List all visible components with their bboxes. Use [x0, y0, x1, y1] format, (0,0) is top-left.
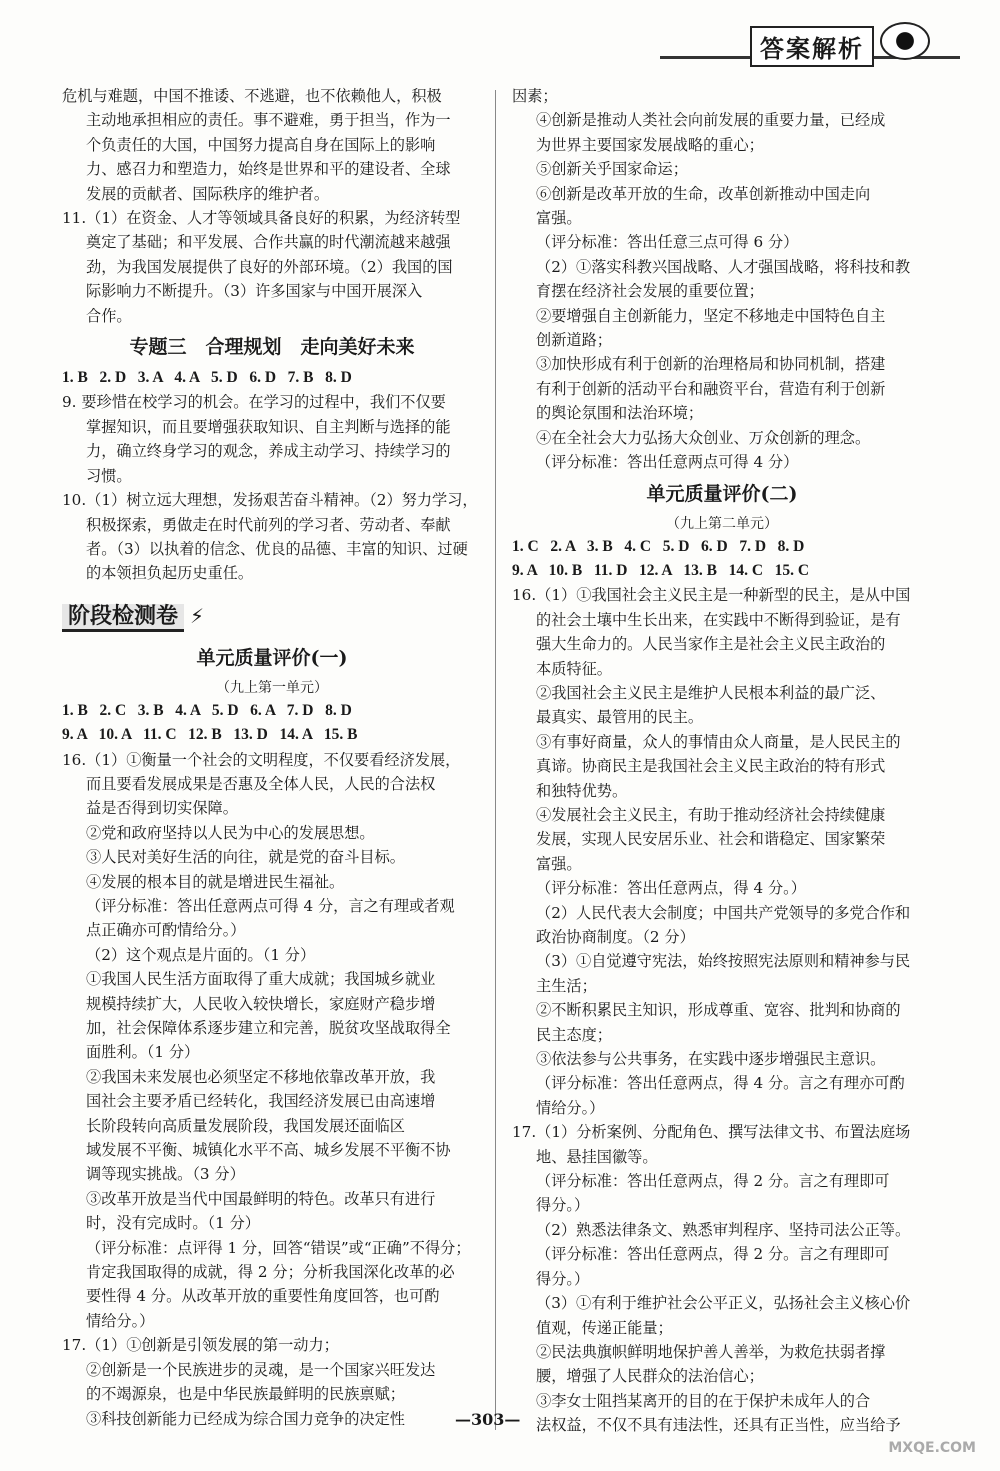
choice-answers: 9. A 10. B 11. D 12. A 13. B 14. C 15. C	[512, 561, 810, 579]
answer-line: 长阶段转向高质量发展阶段，我国发展还面临区	[86, 1116, 405, 1135]
answer-line: 主生活；	[536, 976, 597, 995]
watermark	[802, 1400, 982, 1456]
answer-line: ④创新是推动人类社会向前发展的重要力量，已经成	[536, 111, 886, 130]
answer-line: 域发展不平衡、城镇化水平不高、城乡发展不平衡不协	[86, 1141, 451, 1160]
answer-line: （评分标准：答出任意三点可得 6 分）	[536, 233, 799, 252]
answer-line: ③科技创新能力已经成为综合国力竞争的决定性	[86, 1409, 405, 1428]
answer-line: 奠定了基础；和平发展、合作共赢的时代潮流越来越强	[86, 233, 451, 252]
answer-line: 17.（1）①创新是引领发展的第一动力；	[62, 1336, 339, 1355]
answer-line: 值观，传递正能量；	[536, 1318, 673, 1337]
answer-line: 17.（1）分析案例、分配角色、撰写法律文书、布置法庭场	[512, 1123, 911, 1142]
answer-line: 国社会主要矛盾已经转化，我国经济发展已由高速增	[86, 1092, 436, 1111]
answer-line: ⑤创新关乎国家命运；	[536, 160, 688, 179]
answer-line: 的本领担负起历史重任。	[86, 564, 254, 583]
answer-line: 力，确立终身学习的观念，养成主动学习、持续学习的	[86, 442, 451, 461]
answer-line: 最真实、最管用的民主。	[536, 708, 704, 727]
answer-line: 腰，增强了人民群众的法治信心；	[536, 1367, 764, 1386]
answer-line: 调等现实挑战。（3 分）	[86, 1165, 245, 1184]
section-subtitle: （九上第一单元）	[216, 679, 328, 696]
answer-line: （评分标准：答出任意两点，得 4 分。）	[536, 879, 806, 898]
left-column	[62, 84, 482, 1431]
answer-line: ③改革开放是当代中国最鲜明的特色。改革只有进行	[86, 1189, 436, 1208]
answer-line: （评分标准：答出任意两点，得 2 分。言之有理即可	[536, 1172, 890, 1191]
answer-line: （2）人民代表大会制度；中国共产党领导的多党合作和	[536, 903, 911, 922]
answer-line: 11.（1）在资金、人才等领域具备良好的积累，为经济转型	[62, 209, 461, 228]
stage-heading	[62, 598, 482, 635]
answer-line: ②要增强自主创新能力，坚定不移地走中国特色自主	[536, 306, 886, 325]
answer-line: 政治协商制度。（2 分）	[536, 928, 695, 946]
answer-line: 育摆在经济社会发展的重要位置；	[536, 282, 764, 301]
page-number: —303—	[455, 1410, 521, 1429]
answer-line: 习惯。	[86, 466, 132, 485]
answer-line: 真谛。协商民主是我国社会主义民主政治的特有形式	[536, 757, 886, 776]
answer-line: 要性得 4 分。从改革开放的重要性角度回答，也可酌	[86, 1287, 440, 1306]
answer-line: ②我国社会主义民主是维护人民根本利益的最广泛、	[536, 683, 886, 702]
answer-line: 情给分。）	[536, 1098, 605, 1117]
answer-line: ⑥创新是改革开放的生命，改革创新推动中国走向	[536, 184, 871, 203]
answer-line: ②党和政府坚持以人民为中心的发展思想。	[86, 823, 375, 842]
choice-answers: 9. A 10. A 11. C 12. B 13. D 14. A 15. B	[62, 726, 358, 744]
text-line: 发展的贡献者、国际秩序的维护者。	[86, 184, 329, 203]
text-line: 主动地承担相应的责任。事不避难，勇于担当，作为一	[86, 111, 451, 130]
section-title: 专题三 合理规划 走向美好未来	[129, 336, 415, 359]
answer-line: ③人民对美好生活的向往，就是党的奋斗目标。	[86, 848, 405, 867]
choice-answers: 1. B 2. C 3. B 4. A 5. D 6. A 7. D 8. D	[62, 701, 352, 719]
answer-line: ③依法参与公共事务，在实践中逐步增强民主意识。	[536, 1050, 886, 1069]
answer-line: 创新道路；	[536, 331, 612, 350]
answer-line: 规模持续扩大，人民收入较快增长，家庭财产稳步增	[86, 994, 436, 1013]
answer-line: 地、悬挂国徽等。	[536, 1147, 658, 1166]
answer-line: （3）①自觉遵守宪法，始终按照宪法原则和精神参与民	[536, 952, 911, 971]
stage-title: 阶段检测卷	[62, 604, 184, 632]
text-line: 力、感召力和塑造力，始终是世界和平的建设者、全球	[86, 160, 451, 179]
answer-line: 的社会土壤中生长出来，在实践中不断得到验证，是有	[536, 610, 901, 629]
answer-line: 富强。	[536, 209, 582, 228]
answer-line: 得分。）	[536, 1269, 590, 1288]
answer-line: 掌握知识，而且要增强获取知识、自主判断与选择的能	[86, 417, 451, 436]
answer-line: 的舆论氛围和法治环境；	[536, 404, 704, 423]
answer-line: 16.（1）①衡量一个社会的文明程度，不仅要看经济发展，	[62, 750, 461, 769]
answer-line: （评分标准：答出任意两点可得 4 分）	[536, 453, 799, 472]
answer-line: 富强。	[536, 854, 582, 873]
answer-line: ④发展的根本目的就是增进民生福祉。	[86, 872, 345, 891]
text-line: 危机与难题，中国不推诿、不逃避，也不依赖他人，积极	[62, 87, 442, 105]
header-title: 答案解析	[750, 26, 874, 67]
answer-line: （评分标准：答出任意两点可得 4 分，言之有理或者观	[86, 896, 455, 915]
text-line: 个负责任的大国，中国努力提高自身在国际上的影响	[86, 135, 436, 154]
answer-line: （评分标准：答出任意两点，得 4 分。言之有理亦可酌	[536, 1074, 905, 1093]
column-divider	[495, 90, 496, 1430]
answer-line: 有利于创新的活动平台和融资平台，营造有利于创新	[536, 379, 886, 398]
answer-line: 得分。）	[536, 1196, 590, 1215]
answer-line: ①我国人民生活方面取得了重大成就；我国城乡就业	[86, 970, 436, 989]
answer-line: 时，没有完成时。（1 分）	[86, 1214, 260, 1233]
watermark-site: MXQE.COM	[888, 1440, 976, 1456]
answer-line: 发展，实现人民安居乐业、社会和谐稳定、国家繁荣	[536, 830, 886, 849]
answer-line: ②不断积累民主知识，形成尊重、宽容、批判和协商的	[536, 1001, 901, 1020]
right-column	[512, 84, 932, 1438]
answer-line: 9. 要珍惜在校学习的机会。在学习的过程中，我们不仅要	[62, 393, 446, 412]
answer-line: ④发展社会主义民主，有助于推动经济社会持续健康	[536, 805, 886, 824]
answer-line: 者。（3）以执着的信念、优良的品德、丰富的知识、过硬	[86, 539, 468, 558]
answer-line: （2）①落实科教兴国战略、人才强国战略，将科技和教	[536, 257, 911, 276]
answer-line: 情给分。）	[86, 1311, 155, 1330]
answer-line: 民主态度；	[536, 1025, 612, 1044]
answer-line: 强大生命力的。人民当家作主是社会主义民主政治的	[536, 635, 886, 654]
answer-line: 合作。	[86, 306, 132, 325]
choice-answers: 1. C 2. A 3. B 4. C 5. D 6. D 7. D 8. D	[512, 537, 805, 555]
answer-line: ②创新是一个民族进步的灵魂，是一个国家兴旺发达	[86, 1360, 436, 1379]
section-title: 单元质量评价(二)	[646, 482, 798, 505]
answer-line: 10.（1）树立远大理想，发扬艰苦奋斗精神。（2）努力学习，	[62, 491, 478, 510]
answer-line: 益是否得到切实保障。	[86, 799, 238, 818]
answer-line: 肯定我国取得的成就，得 2 分；分析我国深化改革的必	[86, 1263, 455, 1282]
answer-line: （2）熟悉法律条文、熟悉审判程序、坚持司法公正等。	[536, 1220, 911, 1239]
answer-line: 积极探索，勇做走在时代前列的学习者、劳动者、奉献	[86, 515, 451, 534]
page-header	[600, 18, 960, 70]
answer-line: 而且要看发展成果是否惠及全体人民，人民的合法权	[86, 774, 436, 793]
header-emblem-icon	[880, 22, 930, 60]
section-subtitle: （九上第二单元）	[666, 515, 778, 532]
answer-line: 加，社会保障体系逐步建立和完善，脱贫攻坚战取得全	[86, 1019, 451, 1037]
answer-line: 本质特征。	[536, 659, 612, 678]
answer-line: ②民法典旗帜鲜明地保护善人善举，为救危扶弱者撑	[536, 1342, 886, 1361]
answer-line: 际影响力不断提升。（3）许多国家与中国开展深入	[86, 282, 423, 301]
answer-line: （评分标准：答出任意两点，得 2 分。言之有理即可	[536, 1245, 890, 1264]
answer-line: 为世界主要国家发展战略的重心；	[536, 135, 764, 154]
answer-line: （评分标准：点评得 1 分，回答“错误”或“正确”不得分；	[86, 1238, 471, 1257]
answer-line: 因素；	[512, 87, 558, 105]
answer-line: 面胜利。（1 分）	[86, 1043, 200, 1062]
answer-line: 法权益，不仅不具有违法性，还具有正当性，应当给予	[536, 1416, 901, 1435]
answer-line: 和独特优势。	[536, 781, 628, 800]
answer-line: 的不竭源泉，也是中华民族最鲜明的民族禀赋；	[86, 1385, 405, 1404]
answer-line: 劲，为我国发展提供了良好的外部环境。（2）我国的国	[86, 257, 453, 276]
answer-line: ③李女士阻挡某离开的目的在于保护未成年人的合	[536, 1391, 871, 1410]
answer-line: （2）这个观点是片面的。（1 分）	[86, 945, 316, 964]
answer-line: 点正确亦可酌情给分。）	[86, 921, 246, 940]
answer-line: ③有事好商量，众人的事情由众人商量，是人民民主的	[536, 732, 901, 751]
answer-line: （3）①有利于维护社会公平正义，弘扬社会主义核心价	[536, 1294, 911, 1313]
answer-line: ③加快形成有利于创新的治理格局和协同机制，搭建	[536, 355, 886, 374]
answer-line: 16.（1）①我国社会主义民主是一种新型的民主，是从中国	[512, 586, 911, 605]
answer-line: ④在全社会大力弘扬大众创业、万众创新的理念。	[536, 428, 871, 447]
section-title: 单元质量评价(一)	[196, 646, 348, 669]
answer-line: ②我国未来发展也必须坚定不移地依靠改革开放，我	[86, 1067, 436, 1086]
choice-answers: 1. B 2. D 3. A 4. A 5. D 6. D 7. B 8. D	[62, 369, 352, 387]
lightning-icon: ⚡	[190, 603, 205, 628]
